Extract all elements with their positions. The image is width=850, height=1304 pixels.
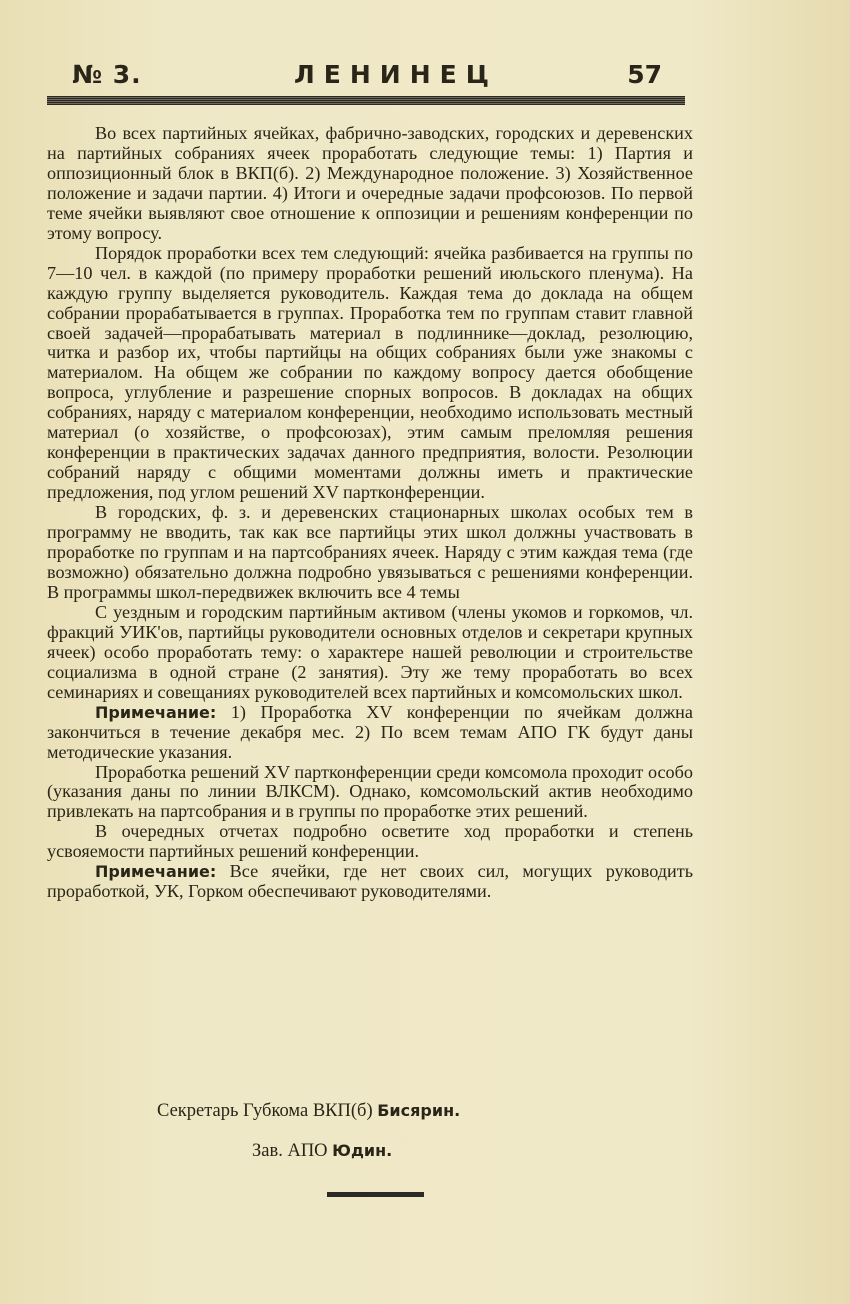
signature-name: Юдин.: [332, 1141, 393, 1160]
note-label: Примечание:: [95, 702, 217, 722]
page-number: 57: [627, 60, 662, 89]
paragraph-3: В городских, ф. з. и деревенских стационарных школах особых тем в программу не вводить, так как все партийцы этих школ должны участвовать в проработке по группам и на партсобраниях ячеек. Наряду с этим каждая тема (где возможно) обязательно должна подробно увязываться с решениями конференции. В программы школ-передвижек включить все 4 темы: [47, 502, 693, 602]
page-header: [72, 60, 662, 94]
paragraph-5: Проработка решений XV партконференции среди комсомола проходит особо (указания даны по линии ВЛКСМ). Однако, комсомольский актив необходимо привлекать на партсобрания и в группы по проработке этих решений.: [47, 761, 693, 822]
note-label: Примечание:: [95, 862, 217, 882]
signature-secretary: Секретарь Губкома ВКП(б) Бисярин.: [157, 1101, 461, 1121]
signature-apo-head: Зав. АПО Юдин.: [252, 1141, 393, 1161]
article-body: [47, 124, 693, 902]
header-rule: [47, 96, 685, 105]
end-rule: [327, 1192, 424, 1197]
paragraph-1: Во всех партийных ячейках, фабрично-заводских, городских и деревенских на партийных собраниях ячеек проработать следующие темы: 1) Партия и оппозиционный блок в ВКП(б). 2) Международное положение. 3) Хозяйственное положение и задачи партии. 4) Итоги и очередные задачи профсоюзов. По первой теме ячейки выявляют свое отношение к оппозиции и решениям конференции по этому вопросу.: [47, 123, 693, 243]
paragraph-4: С уездным и городским партийным активом (члены укомов и горкомов, чл. фракций УИК'ов, партийцы руководители основных отделов и секретари крупных ячеек) особо проработать тему: о характере нашей революции и строительстве социализма в одной стране (2 занятия). Эту же тему проработать во всех семинариях и совещаниях руководителей всех партийных и комсомольских школ.: [47, 601, 693, 702]
paragraph-2: Порядок проработки всех тем следующий: ячейка разбивается на группы по 7—10 чел. в каждой (по примеру проработки решений июльского пленума). На каждую группу выделяется руководитель. Каждая тема до доклада на общем собрании прорабатывается в группах. Проработка тем по группам ставит главной своей задачей—прорабатывать материал в подлиннике—доклад, резолюцию, читка и разбор их, чтобы партийцы на общих собраниях были уже знакомы с материалом. На общем же собрании по каждому вопросу дается обобщение вопроса, углубление и разрешение спорных вопросов. В докладах на общих собраниях, наряду с материалом конференции, необходимо использовать местный материал (о хозяйстве, о профсоюзах), этим самым преломляя решения конференции в практических задачах данного предприятия, волости. Резолюции собраний наряду с общими моментами должны иметь и практические предложения, под углом решений XV партконференции.: [47, 242, 693, 503]
journal-title: ЛЕНИНЕЦ: [294, 60, 498, 89]
paragraph-6: В очередных отчетах подробно осветите ход проработки и степень усвояемости партийных решений конференции.: [47, 821, 693, 862]
issue-number: № 3.: [72, 60, 142, 89]
note-2: Примечание: Все ячейки, где нет своих сил, могущих руководить проработкой, УК, Горком обеспечивают руководителями.: [47, 861, 693, 902]
signature-name: Бисярин.: [377, 1101, 461, 1120]
note-1: Примечание: 1) Проработка XV конференции по ячейкам должна закончиться в течение декабря мес. 2) По всем темам АПО ГК будут даны методические указания.: [47, 701, 693, 762]
